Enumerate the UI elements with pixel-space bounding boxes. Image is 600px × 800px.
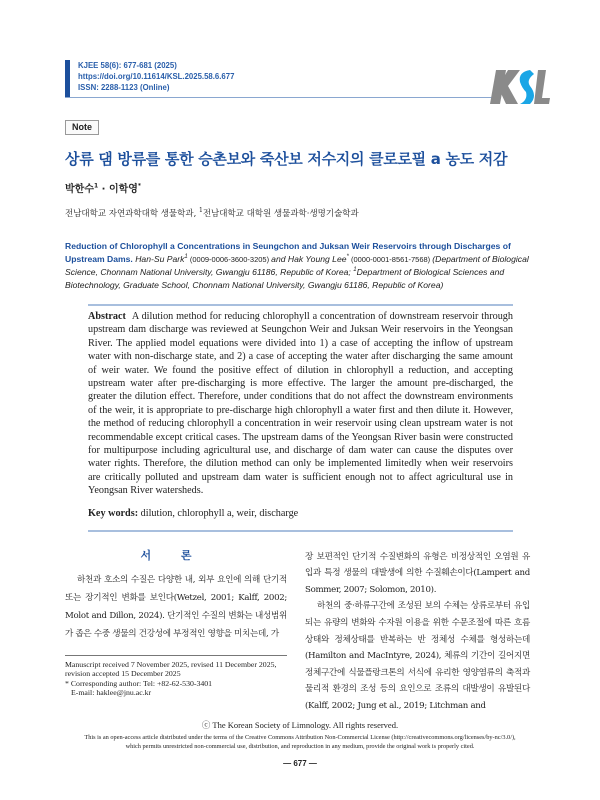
email[interactable]: E-mail: haklee@jnu.ac.kr bbox=[71, 688, 152, 698]
abstract-text: A dilution method for reducing chlorophyll a concentration of downstream reservoir through upstream dam discharge was reviewed at Seungchon Weir and Juksan Weir reservoirs in the Yeongsan River. The applied model equations were divided into 1) a case of accepting the inflow of upstream water with non-discharge state, and 2) a case of accepting the water after discharging the same amount of weir water. We found the positive effect of dilution in chlorophyll a reduction, and accepting upstream water after pre-discharging is more effective. The larger the amount pre-discharged, the greater the dilution effect. Therefore, under conditions that do not affect the downstream environments of the weir, it is appropriate to pre-discharge high chlorophyll a water first and then dilute it. However, the method of reducing chlorophyll a concentration in weir reservoir using clean upstream water is not recommendable except critical cases. The upstream dams of the Yeongsan River basin were constructed for multipurpose including agricultural use, and discharge of dam water can cause the disputes over water rights. Therefore, the dilution method can only be implemented limitedly when weir reservoirs are critically polluted and upstream dam water is sufficient enough not to affect agricultural use in Yeongsan River watersheds. bbox=[88, 311, 513, 497]
paragraph: 하천의 중·하류구간에 조성된 보의 수체는 상류로부터 유입되는 유량의 변화와 수자원 이용을 위한 수문조절에 따른 흐름상태와 정체상태를 반복하는 반 정체성 수체를 형성하는데(Hamilton and MacIntyre, 2024), 체류의 기간이 길어지면 정체구간에 식물플랑크톤의 서식에 유리한 영양염류의 축적과 물리적 환경의 조성 등의 요인으로 조류의 대발생이 유발된다(Kalff, 2002; Jung et al., 2019; Litchman and bbox=[305, 601, 530, 712]
corresponding-author: * Corresponding author: Tel: +82-62-530-3401 bbox=[65, 678, 213, 688]
body-left-column: 하천과 호소의 수질은 다양한 내, 외부 요인에 의해 단기적 또는 장기적인 변화를 보인다(Wetzel, 2001; Kalff, 2002; Molot and Dillon, 2024). 단기적인 수질의 변화는 내성범위가 좁은 수중 생물의 건강성에 부정적인 영향을 미치는데, 가 bbox=[65, 574, 287, 639]
author-1: 박한수 bbox=[65, 184, 94, 195]
footnote bbox=[65, 655, 287, 698]
body-right-column bbox=[305, 549, 530, 715]
affiliation-sup: 1 bbox=[198, 207, 203, 215]
license bbox=[20, 733, 580, 752]
english-author-1-sup: 1 bbox=[184, 253, 188, 260]
english-title-block bbox=[65, 240, 535, 291]
author-2-sup: * bbox=[137, 182, 142, 190]
doi-link[interactable]: https://doi.org/10.11614/KSL.2025.58.6.677 bbox=[78, 72, 235, 81]
author-1-sup: 1 bbox=[93, 182, 99, 190]
issn: ISSN: 2288-1123 (Online) bbox=[78, 83, 170, 92]
english-author-1: Han-Su Park bbox=[132, 253, 185, 264]
english-affiliation-sup: 1 bbox=[353, 267, 357, 274]
abstract-top-rule bbox=[88, 304, 513, 306]
keywords bbox=[88, 507, 535, 520]
english-author-2: and Hak Young Lee bbox=[271, 253, 347, 264]
article-type-badge: Note bbox=[65, 120, 99, 135]
article-body bbox=[65, 117, 535, 769]
korean-title: 상류 댐 방류를 통한 승촌보와 죽산보 저수지의 클로로필 a 농도 저감 bbox=[65, 150, 508, 168]
author-2: 이학영 bbox=[108, 184, 138, 195]
abstract bbox=[88, 310, 513, 498]
accepted-date: revision accepted 15 December 2025 bbox=[65, 669, 181, 679]
korean-authors bbox=[65, 183, 535, 197]
english-title: Reduction of Chlorophyll a Concentrations in Seungchon and Juksan Weir Reservoirs through Discharges of Upstream Dams. bbox=[65, 241, 511, 264]
received-date: Manuscript received 7 November 2025, revised 11 December 2025, bbox=[65, 659, 277, 669]
page-number: — 677 — bbox=[283, 758, 317, 768]
license-line-1: This is an open-access article distributed under the terms of the Creative Commons Attribution Non-Commercial License (http://creativecommons.org/licenses/by-nc/3.0/), bbox=[84, 733, 516, 741]
author-separator: · bbox=[98, 184, 109, 195]
english-author-2-sup: * bbox=[346, 253, 349, 260]
keywords-text: dilution, chlorophyll a, weir, discharge bbox=[138, 507, 299, 519]
english-affiliation-1: (Department of Biological Science, Chonnam National University, Gwangju 61186, Republic of Korea; bbox=[65, 253, 529, 277]
license-line-2: which permits unrestricted non-commercial use, distribution, and reproduction in any medium, provide the original work is properly cited. bbox=[125, 743, 475, 751]
journal-header bbox=[65, 60, 234, 98]
english-affiliation-2: Department of Biological Sciences and Biotechnology, Graduate School, Chonnam National University, Gwangju 61186, Republic of Korea) bbox=[65, 267, 505, 290]
orcid-2[interactable]: (0000-0001-8561-7568) bbox=[348, 254, 433, 264]
abstract-label: Abstract bbox=[88, 311, 126, 322]
korean-affiliation bbox=[65, 208, 535, 220]
paragraph: 장 보편적인 단기적 수질변화의 유형은 비정상적인 오염원 유입과 특정 생물의 대발생에 의한 수질훼손이다(Lampert and Sommer, 2007; Solomon, 2010). bbox=[305, 551, 530, 595]
journal-citation: KJEE 58(6): 677-681 (2025) bbox=[78, 61, 177, 70]
ksl-logo bbox=[490, 66, 550, 108]
two-column-body bbox=[65, 549, 535, 715]
left-column bbox=[65, 549, 287, 715]
header-divider bbox=[65, 97, 495, 98]
copyright: ⓒ The Korean Society of Limnology. All rights reserved. bbox=[201, 719, 399, 730]
keywords-label: Key words: bbox=[88, 507, 139, 519]
affiliation-2: 전남대학교 대학원 생물과학·생명기술학과 bbox=[202, 209, 359, 219]
section-heading-introduction: 서 론 bbox=[140, 548, 192, 562]
abstract-bottom-rule bbox=[88, 530, 513, 532]
orcid-1[interactable]: (0009-0006-3600-3205) bbox=[187, 254, 272, 264]
affiliation-1: 전남대학교 자연과학대학 생물학과, bbox=[65, 209, 199, 219]
